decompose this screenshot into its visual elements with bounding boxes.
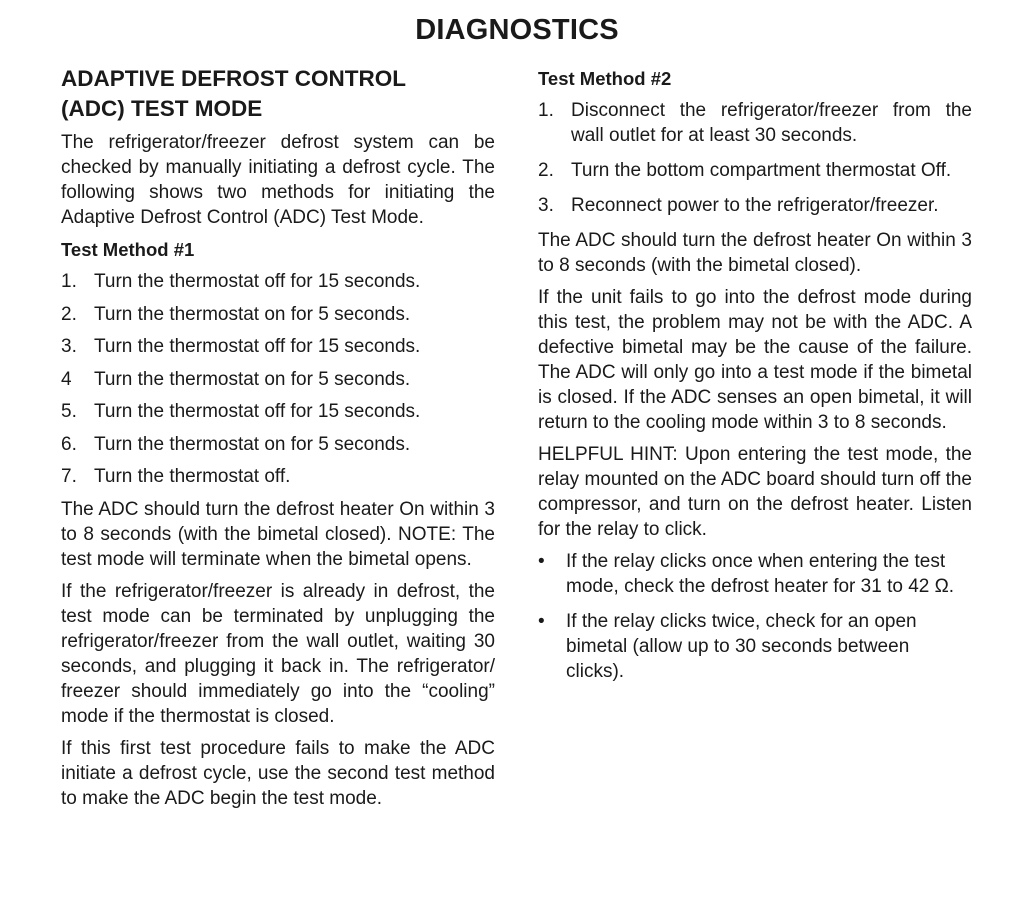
- list-item: [538, 98, 972, 148]
- list-item: [61, 432, 495, 457]
- step-number: 2.: [61, 303, 77, 325]
- list-item: [61, 302, 495, 327]
- step-text: Turn the thermostat on for 5 seconds.: [94, 303, 411, 325]
- section-heading-line-1: ADAPTIVE DEFROST CONTROL: [61, 66, 407, 91]
- step-number: 3.: [538, 195, 554, 216]
- right-column: [538, 66, 972, 694]
- intro-paragraph: The refrigerator/freezer defrost system can be checked by manually initiating a defrost cycle. The following shows two methods for initiating the Adaptive Defrost Control (ADC) Test Mode.: [61, 132, 495, 228]
- list-item: [61, 367, 495, 392]
- test-method-1-title: Test Method #1: [61, 239, 195, 260]
- step-text: Turn the thermostat on for 5 seconds.: [94, 368, 411, 390]
- list-item: [61, 399, 495, 424]
- test-method-2-steps: [538, 98, 972, 218]
- step-text: Turn the thermostat on for 5 seconds.: [94, 433, 411, 455]
- list-item: [61, 334, 495, 359]
- step-number: 5.: [61, 401, 77, 422]
- bullet-icon: •: [538, 611, 545, 632]
- step-text: Turn the thermostat off for 15 seconds.: [94, 336, 421, 357]
- page-title: DIAGNOSTICS: [415, 14, 619, 46]
- bullet-text: If the relay clicks twice, check for an open bimetal (allow up to 30 seconds between clicks).: [566, 611, 917, 682]
- step-text: Turn the thermostat off for 15 seconds.: [94, 401, 421, 422]
- test-method-1-steps: [61, 269, 495, 489]
- list-item: [538, 549, 972, 599]
- list-item: [538, 158, 972, 183]
- unit-fails-paragraph: If the unit fails to go into the defrost mode during this test, the problem may not be with the ADC. A defective bimetal may be the cause of the failure. The ADC will only go into a test mode if the bimetal is closed. If the ADC senses an open bimetal, it will return to the cooling mode within 3 to 8 seconds.: [538, 287, 972, 433]
- section-heading: [61, 64, 495, 124]
- step-text: Disconnect the refrigerator/freezer from the wall outlet for at least 30 seconds.: [571, 100, 972, 146]
- relay-click-bullets: [538, 549, 972, 684]
- step-number: 1.: [538, 100, 554, 121]
- list-item: [538, 609, 972, 684]
- adc-heater-paragraph: The ADC should turn the defrost heater On within 3 to 8 seconds (with the bimetal closed). NOTE: The test mode will terminate when the bimetal opens.: [61, 498, 495, 570]
- step-number: 1.: [61, 271, 77, 292]
- section-heading-line-2: (ADC) TEST MODE: [61, 96, 263, 121]
- list-item: [61, 464, 495, 489]
- step-text: Turn the thermostat off for 15 seconds.: [94, 271, 421, 292]
- helpful-hint-paragraph: HELPFUL HINT: Upon entering the test mode, the relay mounted on the ADC board should turn off the compressor, and turn on the defrost heater. Listen for the relay to click.: [538, 444, 972, 540]
- bullet-text: If the relay clicks once when entering the test mode, check the defrost heater for 31 to 42 Ω.: [566, 551, 955, 597]
- list-item: [61, 269, 495, 294]
- step-number: 3.: [61, 336, 77, 357]
- already-in-defrost-paragraph: If the refrigerator/freezer is already in defrost, the test mode can be terminated by unplugging the refrigerator/freezer from the wall outlet, waiting 30 seconds, and plugging it back in. The refrigerator/ freezer should immediately go into the “cooling” mode if the thermostat is closed.: [61, 580, 495, 727]
- step-number: 6.: [61, 433, 77, 455]
- step-number: 4: [61, 368, 72, 390]
- step-number: 7.: [61, 466, 77, 487]
- test-method-2-title: Test Method #2: [538, 68, 672, 89]
- bullet-icon: •: [538, 551, 545, 572]
- first-test-fails-paragraph: If this first test procedure fails to make the ADC initiate a defrost cycle, use the second test method to make the ADC begin the test mode.: [61, 737, 495, 809]
- step-text: Turn the bottom compartment thermostat Off.: [571, 160, 952, 181]
- left-column: [61, 64, 495, 818]
- adc-heater-paragraph: The ADC should turn the defrost heater On within 3 to 8 seconds (with the bimetal closed).: [538, 230, 972, 276]
- list-item: [538, 193, 972, 218]
- step-text: Turn the thermostat off.: [94, 466, 291, 487]
- step-text: Reconnect power to the refrigerator/freezer.: [571, 195, 939, 216]
- step-number: 2.: [538, 160, 554, 181]
